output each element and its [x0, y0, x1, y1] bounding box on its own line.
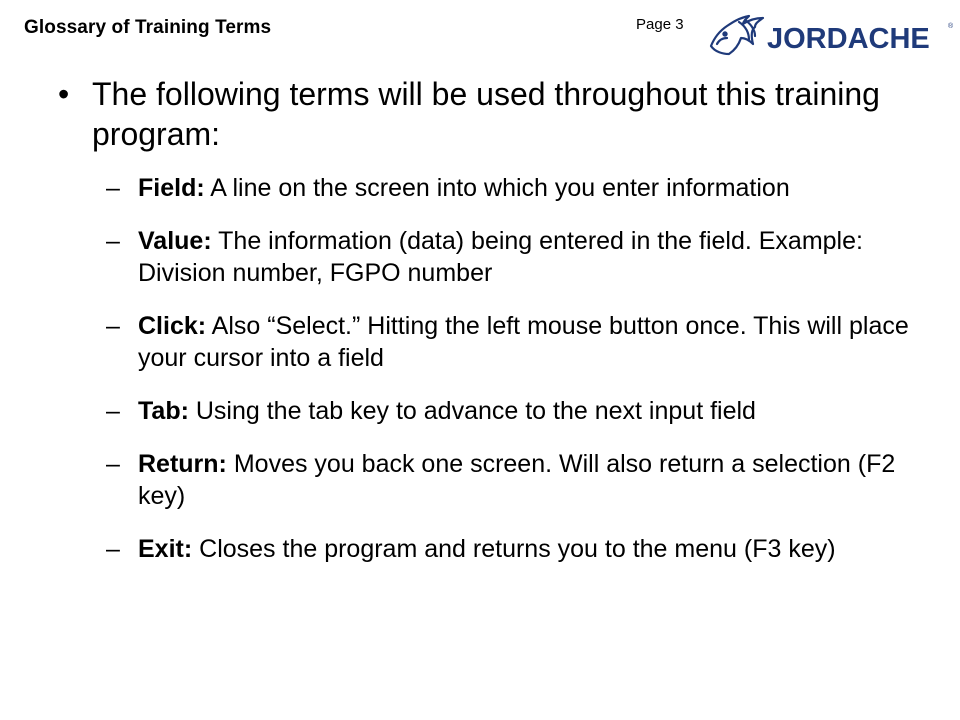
logo-text: JORDACHE: [767, 23, 930, 55]
term-label: Return:: [138, 450, 227, 478]
dash-icon: –: [106, 174, 120, 202]
term-tab: [92, 395, 912, 427]
page-title: Glossary of Training Terms: [24, 17, 272, 38]
bullet-icon: •: [58, 76, 70, 112]
dash-icon: –: [106, 450, 120, 478]
terms-list: [92, 172, 912, 586]
term-definition: Moves you back one screen. Will also return a selection (F2 key): [138, 450, 896, 510]
term-definition: A line on the screen into which you enter information: [204, 174, 790, 202]
term-click: [92, 310, 912, 374]
page-number: Page 3: [636, 16, 684, 33]
jordache-logo: [705, 10, 955, 60]
term-field: [92, 172, 912, 204]
dash-icon: –: [106, 535, 120, 563]
dash-icon: –: [106, 312, 120, 340]
term-definition: Also “Select.” Hitting the left mouse button once. This will place your cursor into a field: [138, 312, 909, 372]
term-label: Exit:: [138, 535, 193, 563]
svg-text:®: ®: [948, 23, 954, 30]
horse-head-icon: [711, 16, 763, 54]
term-definition: The information (data) being entered in the field. Example: Division number, FGPO number: [138, 227, 863, 287]
term-definition: Using the tab key to advance to the next input field: [188, 397, 756, 425]
term-value: [92, 225, 912, 289]
term-label: Field:: [138, 174, 205, 202]
intro-bullet: [58, 74, 908, 154]
term-definition: Closes the program and returns you to the menu (F3 key): [192, 535, 836, 563]
dash-icon: –: [106, 227, 120, 255]
dash-icon: –: [106, 397, 120, 425]
term-return: [92, 448, 912, 512]
term-label: Value:: [138, 227, 212, 255]
term-label: Tab:: [138, 397, 189, 425]
intro-text: The following terms will be used throughout this training program:: [92, 76, 880, 152]
term-label: Click:: [138, 312, 207, 340]
term-exit: [92, 533, 912, 565]
